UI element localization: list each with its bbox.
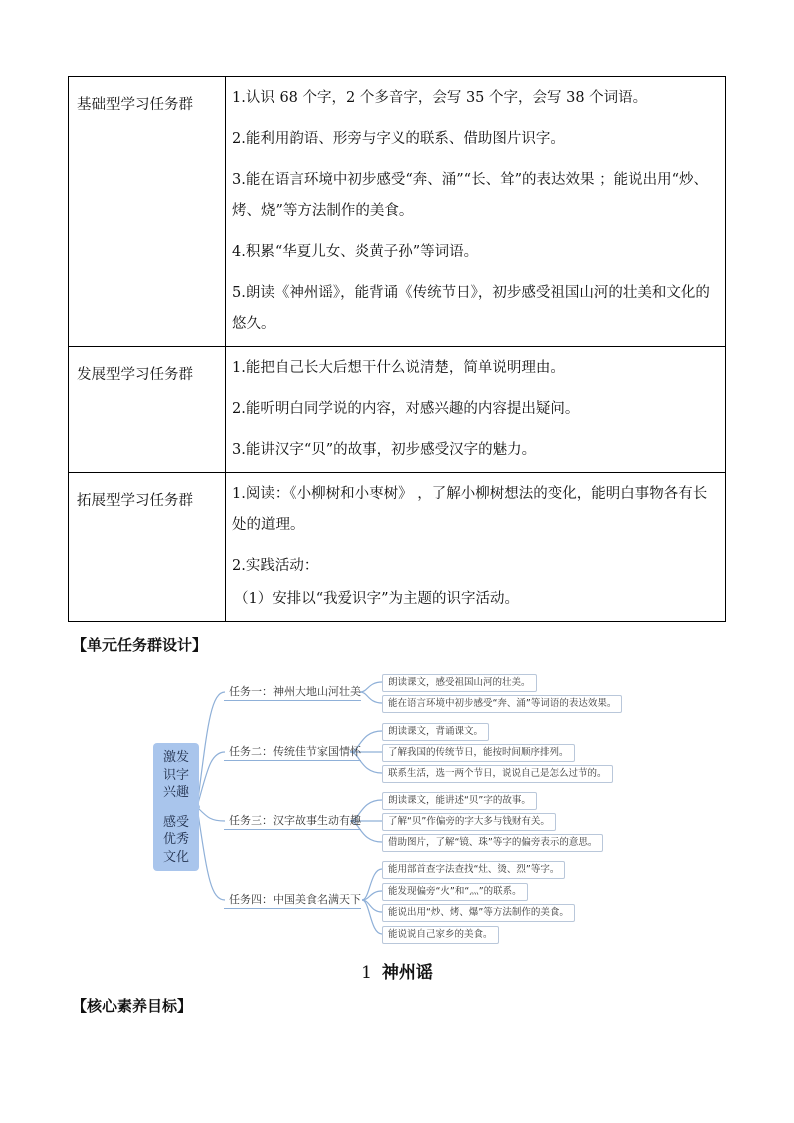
root-text: 优秀: [162, 832, 189, 847]
leaf-line: [360, 682, 382, 692]
mindmap-task-node: 任务三：汉字故事生动有趣: [224, 812, 361, 830]
objective-item: 5.朗读《神州谣》，能背诵《传统节日》，初步感受祖国山河的壮美和文化的悠久。: [232, 285, 710, 332]
mindmap-task-node: 任务二：传统佳节家国情怀: [224, 743, 361, 761]
task-group-table: [68, 76, 726, 622]
leaf-line: [360, 692, 382, 703]
category-cell: 拓展型学习任务群: [69, 473, 226, 622]
objective-item: 1.认识 68 个字，2 个多音字，会写 35 个字，会写 38 个词语。: [232, 90, 648, 106]
objective-item: 4.积累“华夏儿女、炎黄子孙”等词语。: [232, 244, 479, 260]
objectives-cell: [226, 77, 726, 347]
lesson-name: 神州谣: [381, 963, 433, 983]
mindmap-leaf-node: 了解“贝”作偏旁的字大多与钱财有关。: [382, 813, 556, 831]
lesson-title: [0, 958, 794, 983]
objective-item: （1）安排以“我爱识字”为主题的识字活动。: [234, 591, 520, 607]
objective-item: 2.能听明白同学说的内容，对感兴趣的内容提出疑问。: [232, 401, 580, 417]
objective-item: 3.能讲汉字“贝”的故事，初步感受汉字的魅力。: [232, 442, 537, 458]
mindmap-leaf-node: 联系生活，选一两个节日，说说自己是怎么过节的。: [382, 765, 613, 783]
category-cell: 发展型学习任务群: [69, 347, 226, 473]
mindmap-leaf-node: 能发现偏旁“火”和“灬”的联系。: [382, 883, 528, 901]
mindmap-leaf-node: 能说说自己家乡的美食。: [382, 926, 499, 944]
mindmap-root-node: [153, 743, 199, 871]
mindmap-task-node: 任务四：中国美食名满天下: [224, 891, 361, 909]
objectives-cell: [226, 473, 726, 622]
table-row: [69, 473, 726, 622]
leaf-line: [362, 869, 382, 900]
root-text: 激发: [162, 750, 189, 765]
objective-item: 2.实践活动：: [232, 558, 319, 574]
leaf-line: [362, 900, 382, 934]
objective-item: 3.能在语言环境中初步感受“奔、涌”“长、耸”的表达效果 ；能说出用“炒、烤、烧”等方法制作的美食。: [232, 172, 709, 219]
mindmap-leaf-node: 借助图片，了解“镜、珠”等字的偏旁表示的意思。: [382, 834, 603, 852]
mindmap-task-node: 任务一：神州大地山河壮美: [224, 683, 361, 701]
mindmap-leaf-node: 能说出用“炒、烤、爆”等方法制作的美食。: [382, 904, 575, 922]
lesson-number: 1: [361, 963, 372, 983]
root-text: 文化: [162, 849, 189, 865]
root-text: 兴趣: [162, 785, 189, 800]
mindmap-leaf-node: 能用部首查字法查找“灶、烫、烈”等字。: [382, 861, 565, 879]
table-row: [69, 77, 726, 347]
mindmap-leaf-node: 了解我国的传统节日，能按时间顺序排列。: [382, 744, 575, 762]
branch-line: [197, 807, 225, 821]
table-row: [69, 347, 726, 473]
mindmap-leaf-node: 朗读课文，感受祖国山河的壮美。: [382, 674, 537, 692]
objectives-cell: [226, 347, 726, 473]
objective-item: 2.能利用韵语、形旁与字义的联系、借助图片识字。: [232, 131, 565, 147]
mindmap-leaf-node: 朗读课文，背诵课文。: [382, 723, 489, 741]
category-cell: 基础型学习任务群: [69, 77, 226, 347]
section-heading-core-goals: 【核心素养目标】: [72, 997, 193, 1015]
branch-line: [197, 752, 225, 807]
objective-item: 1.阅读：《小柳树和小枣树》 ，了解小柳树想法的变化，能明白事物各有长处的道理。: [232, 486, 708, 533]
mindmap-leaf-node: 朗读课文，能讲述“贝”字的故事。: [382, 792, 537, 810]
root-text: 感受: [162, 814, 189, 830]
section-heading-unit-design: 【单元任务群设计】: [72, 636, 208, 654]
objective-item: 1.能把自己长大后想干什么说清楚，简单说明理由。: [232, 360, 565, 376]
mindmap-leaf-node: 能在语言环境中初步感受“奔、涌”等词语的表达效果。: [382, 695, 622, 713]
root-text: 识字: [162, 767, 189, 783]
